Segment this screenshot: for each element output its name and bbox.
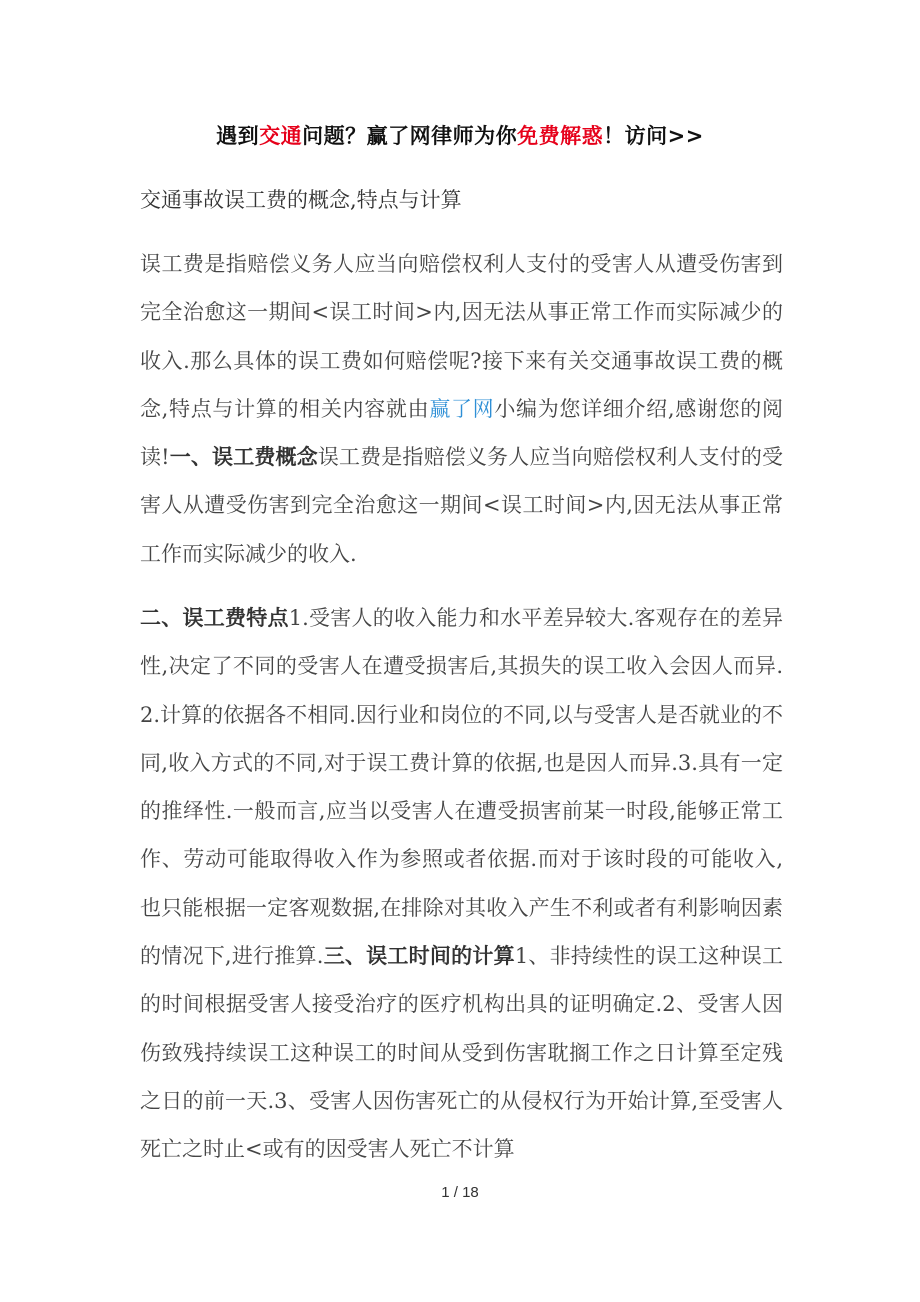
intro-text-3: 误工费是指赔偿义务人应当向赔偿权利人支付的受害人从遭受伤害到完全治愈这一期间<误工时间>内,因无法从事正常工作而实际减少的收入. <box>140 445 783 566</box>
document-title: 交通事故误工费的概念,特点与计算 <box>140 188 462 212</box>
features-text-1: 1.受害人的收入能力和水平差异较大.客观存在的差异性,决定了不同的受害人在遭受损害后,其损失的误工收入会因人而异.2.计算的依据各不相同.因行业和岗位的不同,以与受害人是否就业的不同,收入方式的不同,对于误工费计算的依据,也是因人而异.3.具有一定的推绎性.一般而言,应当以受害人在遭受损害前某一时段,能够正常工作、劳动可能取得收入作为参照或者依据.而对于该时段的可能收入,也只能根据一定客观数据,在排除对其收入产生不利或者有利影响因素的情况下,进行推算. <box>140 606 783 969</box>
paragraph-features <box>140 594 783 1174</box>
section-heading-2: 二、误工费特点 <box>140 606 289 630</box>
section-heading-1: 一、误工费概念 <box>169 445 318 470</box>
page-number: 1 / 18 <box>441 1184 479 1201</box>
ad-banner[interactable] <box>0 120 920 150</box>
banner-text-1: 遇到 <box>216 124 260 148</box>
features-text-2: 1、非持续性的误工这种误工的时间根据受害人接受治疗的医疗机构出具的证明确定.2、受害人因伤致残持续误工这种误工的时间从受到伤害耽搁工作之日计算至定残之日的前一天.3、受害人因伤害死亡的从侵权行为开始计算,至受害人死亡之时止<或有的因受害人死亡不计算 <box>140 944 783 1162</box>
site-link[interactable]: 赢了网 <box>429 396 495 421</box>
section-heading-3: 三、误工时间的计算 <box>323 944 515 969</box>
banner-text-3: ！访问>> <box>603 124 704 148</box>
intro-text-1: 误工费是指赔偿义务人应当向赔偿权利人支付的受害人从遭受伤害到完全治愈这一期间<误工时间>内,因无法从事正常工作而实际减少的收入.那么具体的误工费如何赔偿呢?接下来有关交通事故误工费的概念,特点与计算的相关内容就由 <box>140 252 783 421</box>
banner-text-2: 问题？赢了网律师为你 <box>302 124 518 148</box>
banner-highlight-traffic: 交通 <box>259 124 303 148</box>
banner-highlight-free: 免费解惑 <box>517 124 604 148</box>
paragraph-intro <box>140 240 783 578</box>
intro-text-2: 小编为您详细介绍,感谢您的阅读! <box>140 396 783 470</box>
